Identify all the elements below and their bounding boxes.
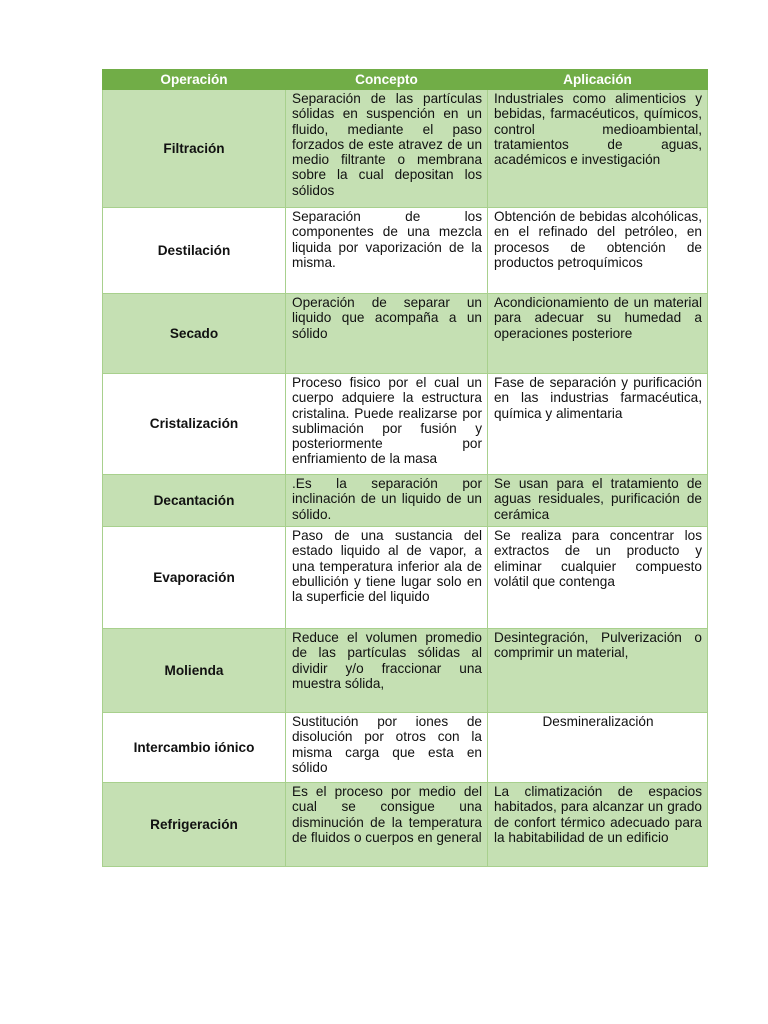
application-cell: Acondicionamiento de un material para adecuar su humedad a operaciones posteriore bbox=[488, 294, 708, 374]
application-cell: Obtención de bebidas alcohólicas, en el refinado del petróleo, en procesos de obtención de productos petroquímicos bbox=[488, 208, 708, 294]
header-application: Aplicación bbox=[488, 70, 708, 90]
table-row bbox=[103, 294, 708, 374]
operation-cell: Molienda bbox=[103, 629, 286, 713]
application-cell: Desmineralización bbox=[488, 713, 708, 783]
header-operation: Operación bbox=[103, 70, 286, 90]
table-row bbox=[103, 713, 708, 783]
operation-cell: Filtración bbox=[103, 90, 286, 208]
concept-cell: Proceso fisico por el cual un cuerpo adquiere la estructura cristalina. Puede realizarse por sublimación por fusión y posteriormente por enfriamiento de la masa bbox=[286, 374, 488, 475]
concept-cell: Reduce el volumen promedio de las partículas sólidas al dividir y/o fraccionar una muestra sólida, bbox=[286, 629, 488, 713]
operation-cell: Cristalización bbox=[103, 374, 286, 475]
table-row bbox=[103, 208, 708, 294]
concept-cell: Es el proceso por medio del cual se consigue una disminución de la temperatura de fluidos o cuerpos en general bbox=[286, 783, 488, 867]
table-row bbox=[103, 527, 708, 629]
application-cell: La climatización de espacios habitados, para alcanzar un grado de confort térmico adecuado para la habitabilidad de un edificio bbox=[488, 783, 708, 867]
concept-cell: Paso de una sustancia del estado liquido al de vapor, a una temperatura inferior ala de ebullición y tiene lugar solo en la superficie del liquido bbox=[286, 527, 488, 629]
application-cell: Fase de separación y purificación en las industrias farmacéutica, química y alimentaria bbox=[488, 374, 708, 475]
application-cell: Industriales como alimenticios y bebidas, farmacéuticos, químicos, control medioambiental, tratamientos de aguas, académicos e investigación bbox=[488, 90, 708, 208]
concept-cell: Separación de los componentes de una mezcla liquida por vaporización de la misma. bbox=[286, 208, 488, 294]
operation-cell: Decantación bbox=[103, 475, 286, 527]
concept-cell: Sustitución por iones de disolución por otros con la misma carga que esta en sólido bbox=[286, 713, 488, 783]
table-row bbox=[103, 783, 708, 867]
table-row bbox=[103, 374, 708, 475]
table-row bbox=[103, 629, 708, 713]
application-cell: Desintegración, Pulverización o comprimir un material, bbox=[488, 629, 708, 713]
concept-cell: Operación de separar un liquido que acompaña a un sólido bbox=[286, 294, 488, 374]
operation-cell: Secado bbox=[103, 294, 286, 374]
table-header-row bbox=[103, 70, 708, 90]
operation-cell: Destilación bbox=[103, 208, 286, 294]
header-concept: Concepto bbox=[286, 70, 488, 90]
concept-cell: Separación de las partículas sólidas en suspención en un fluido, mediante el paso forzados de este atravez de un medio filtrante o membrana sobre la cual depositan los sólidos bbox=[286, 90, 488, 208]
unit-operations-table bbox=[102, 69, 708, 867]
operation-cell: Refrigeración bbox=[103, 783, 286, 867]
operation-cell: Intercambio iónico bbox=[103, 713, 286, 783]
application-cell: Se realiza para concentrar los extractos de un producto y eliminar cualquier compuesto volátil que contenga bbox=[488, 527, 708, 629]
operation-cell: Evaporación bbox=[103, 527, 286, 629]
table-row bbox=[103, 475, 708, 527]
application-cell: Se usan para el tratamiento de aguas residuales, purificación de cerámica bbox=[488, 475, 708, 527]
table-row bbox=[103, 90, 708, 208]
concept-cell: .Es la separación por inclinación de un liquido de un sólido. bbox=[286, 475, 488, 527]
